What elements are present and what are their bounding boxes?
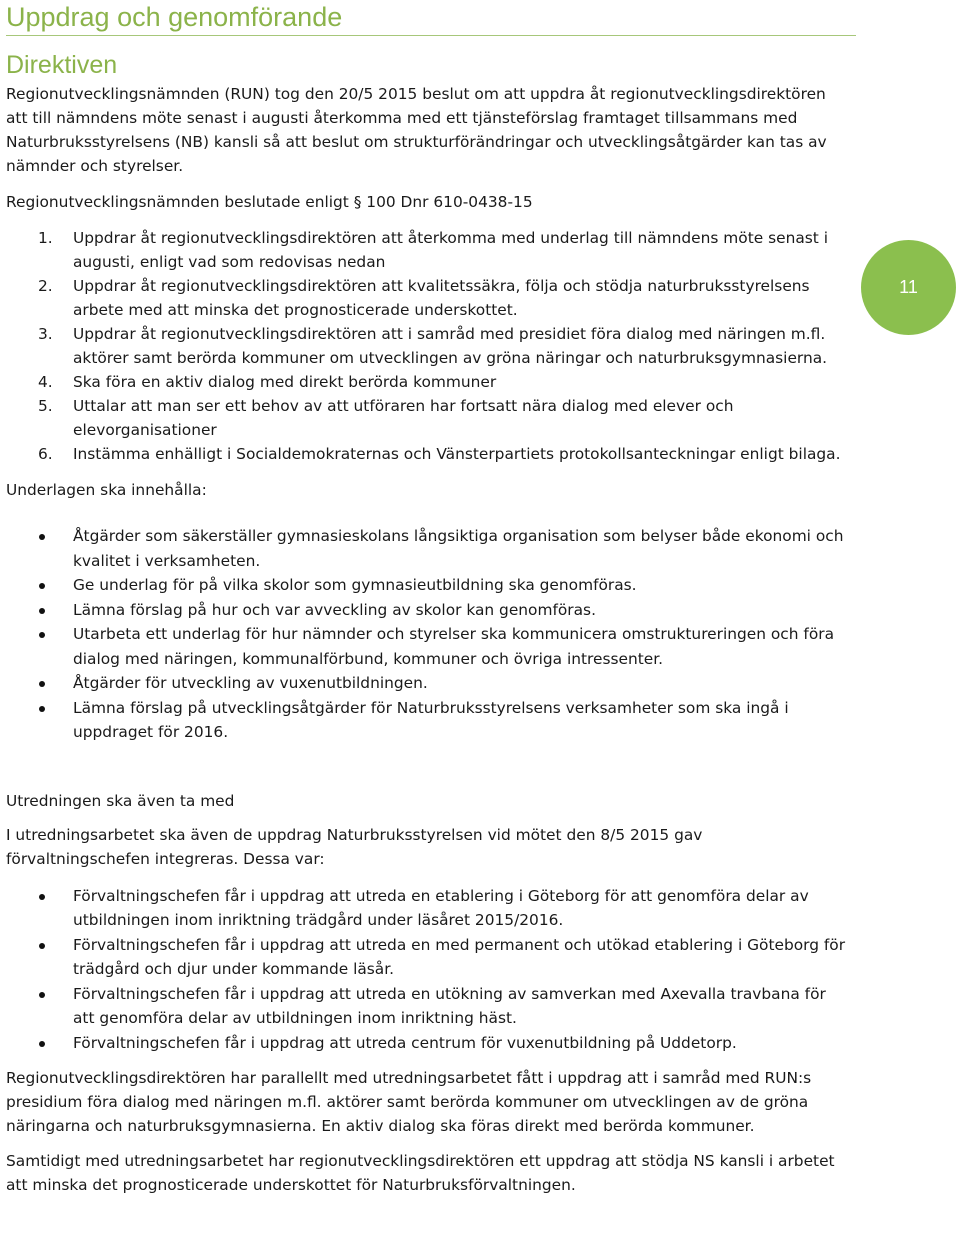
decision-line: Regionutvecklingsnämnden beslutade enligt § 100 Dnr 610-0438-15: [6, 193, 533, 211]
paragraph-dialog: Regionutvecklingsdirektören har parallellt med utredningsarbetet fått i uppdrag att i samråd med RUN:s presidium föra dialog med näringen m.fl. aktörer samt berörda kommuner om utvecklingen av de gröna näringarna och naturbruksgymnasierna. En aktiv dialog ska föras direkt med berörda kommuner.: [6, 1069, 812, 1135]
list-item: Lämna förslag på hur och var avveckling av skolor kan genomföras.: [6, 598, 846, 623]
list-item: 4. Ska föra en aktiv dialog med direkt berörda kommuner: [38, 373, 497, 391]
utredning-list: [6, 884, 846, 1056]
bullet-icon: [39, 894, 45, 900]
decision-list: [6, 226, 846, 466]
list-item: Förvaltningschefen får i uppdrag att utreda en utökning av samverkan med Axevalla travbana för att genomföra delar av utbildningen inom inriktning häst.: [6, 982, 846, 1031]
section-heading-direktiven: Direktiven: [6, 51, 118, 79]
bullet-icon: [39, 632, 45, 638]
underlag-heading: Underlagen ska innehålla:: [6, 481, 207, 499]
list-item: 3. Uppdrar åt regionutvecklingsdirektören att i samråd med presidiet föra dialog med näringen m.fl. aktörer samt berörda kommuner om utvecklingen av gröna näringar och naturbruksgymnasierna.: [38, 325, 828, 367]
intro-paragraph: Regionutvecklingsnämnden (RUN) tog den 20/5 2015 beslut om att uppdra åt regionutvecklingsdirektören att till nämndens möte senast i augusti återkomma med ett tjänsteförslag framtaget tillsammans med Naturbruksstyrelsens (NB) kansli så att beslut om strukturförändringar och utvecklingsåtgärder kan tas av nämnder och styrelser.: [6, 85, 827, 175]
list-item: Förvaltningschefen får i uppdrag att utreda en etablering i Göteborg för att genomföra delar av utbildningen inom inriktning trädgård under läsåret 2015/2016.: [6, 884, 846, 933]
bullet-icon: [39, 943, 45, 949]
bullet-icon: [39, 608, 45, 614]
page-heading: Uppdrag och genomförande: [6, 2, 343, 32]
list-item: 6. Instämma enhälligt i Socialdemokraternas och Vänsterpartiets protokollsanteckningar enligt bilaga.: [38, 445, 841, 463]
list-item: Utarbeta ett underlag för hur nämnder och styrelser ska kommunicera omstruktureringen och föra dialog med näringen, kommunalförbund, kommuner och övriga intressenter.: [6, 622, 846, 671]
list-item: Förvaltningschefen får i uppdrag att utreda centrum för vuxenutbildning på Uddetorp.: [6, 1031, 846, 1056]
page-number-badge: 11: [861, 240, 956, 335]
list-item: Åtgärder som säkerställer gymnasieskolans långsiktiga organisation som belyser både ekonomi och kvalitet i verksamheten.: [6, 524, 846, 573]
list-item: 5. Uttalar att man ser ett behov av att utföraren har fortsatt nära dialog med elever och elevorganisationer: [38, 397, 734, 439]
bullet-icon: [39, 706, 45, 712]
list-item: 2. Uppdrar åt regionutvecklingsdirektören att kvalitetssäkra, följa och stödja naturbruksstyrelsens arbete med att minska det prognosticerade underskottet.: [38, 277, 810, 319]
list-item: Ge underlag för på vilka skolor som gymnasieutbildning ska genomföras.: [6, 573, 846, 598]
document-page: [6, 0, 846, 1197]
bullet-icon: [39, 534, 45, 540]
list-item: Lämna förslag på utvecklingsåtgärder för Naturbruksstyrelsens verksamheter som ska ingå i uppdraget för 2016.: [6, 696, 846, 745]
bullet-icon: [39, 1041, 45, 1047]
list-item: Åtgärder för utveckling av vuxenutbildningen.: [6, 671, 846, 696]
utredning-heading: Utredningen ska även ta med: [6, 791, 235, 810]
utredning-intro: I utredningsarbetet ska även de uppdrag Naturbruksstyrelsen vid mötet den 8/5 2015 gav förvaltningschefen integreras. Dessa var:: [6, 825, 703, 868]
heading-rule: [6, 35, 856, 36]
list-item: Förvaltningschefen får i uppdrag att utreda en med permanent och utökad etablering i Göteborg för trädgård och djur under kommande läsår.: [6, 933, 846, 982]
bullet-icon: [39, 992, 45, 998]
bullet-icon: [39, 583, 45, 589]
underlag-list: [6, 524, 846, 745]
list-item: 1. Uppdrar åt regionutvecklingsdirektören att återkomma med underlag till nämndens möte senast i augusti, enligt vad som redovisas nedan: [38, 229, 828, 271]
paragraph-underskott: Samtidigt med utredningsarbetet har regionutvecklingsdirektören ett uppdrag att stödja NS kansli i arbetet att minska det prognosticerade underskottet för Naturbruksförvaltningen.: [6, 1152, 835, 1194]
bullet-icon: [39, 681, 45, 687]
